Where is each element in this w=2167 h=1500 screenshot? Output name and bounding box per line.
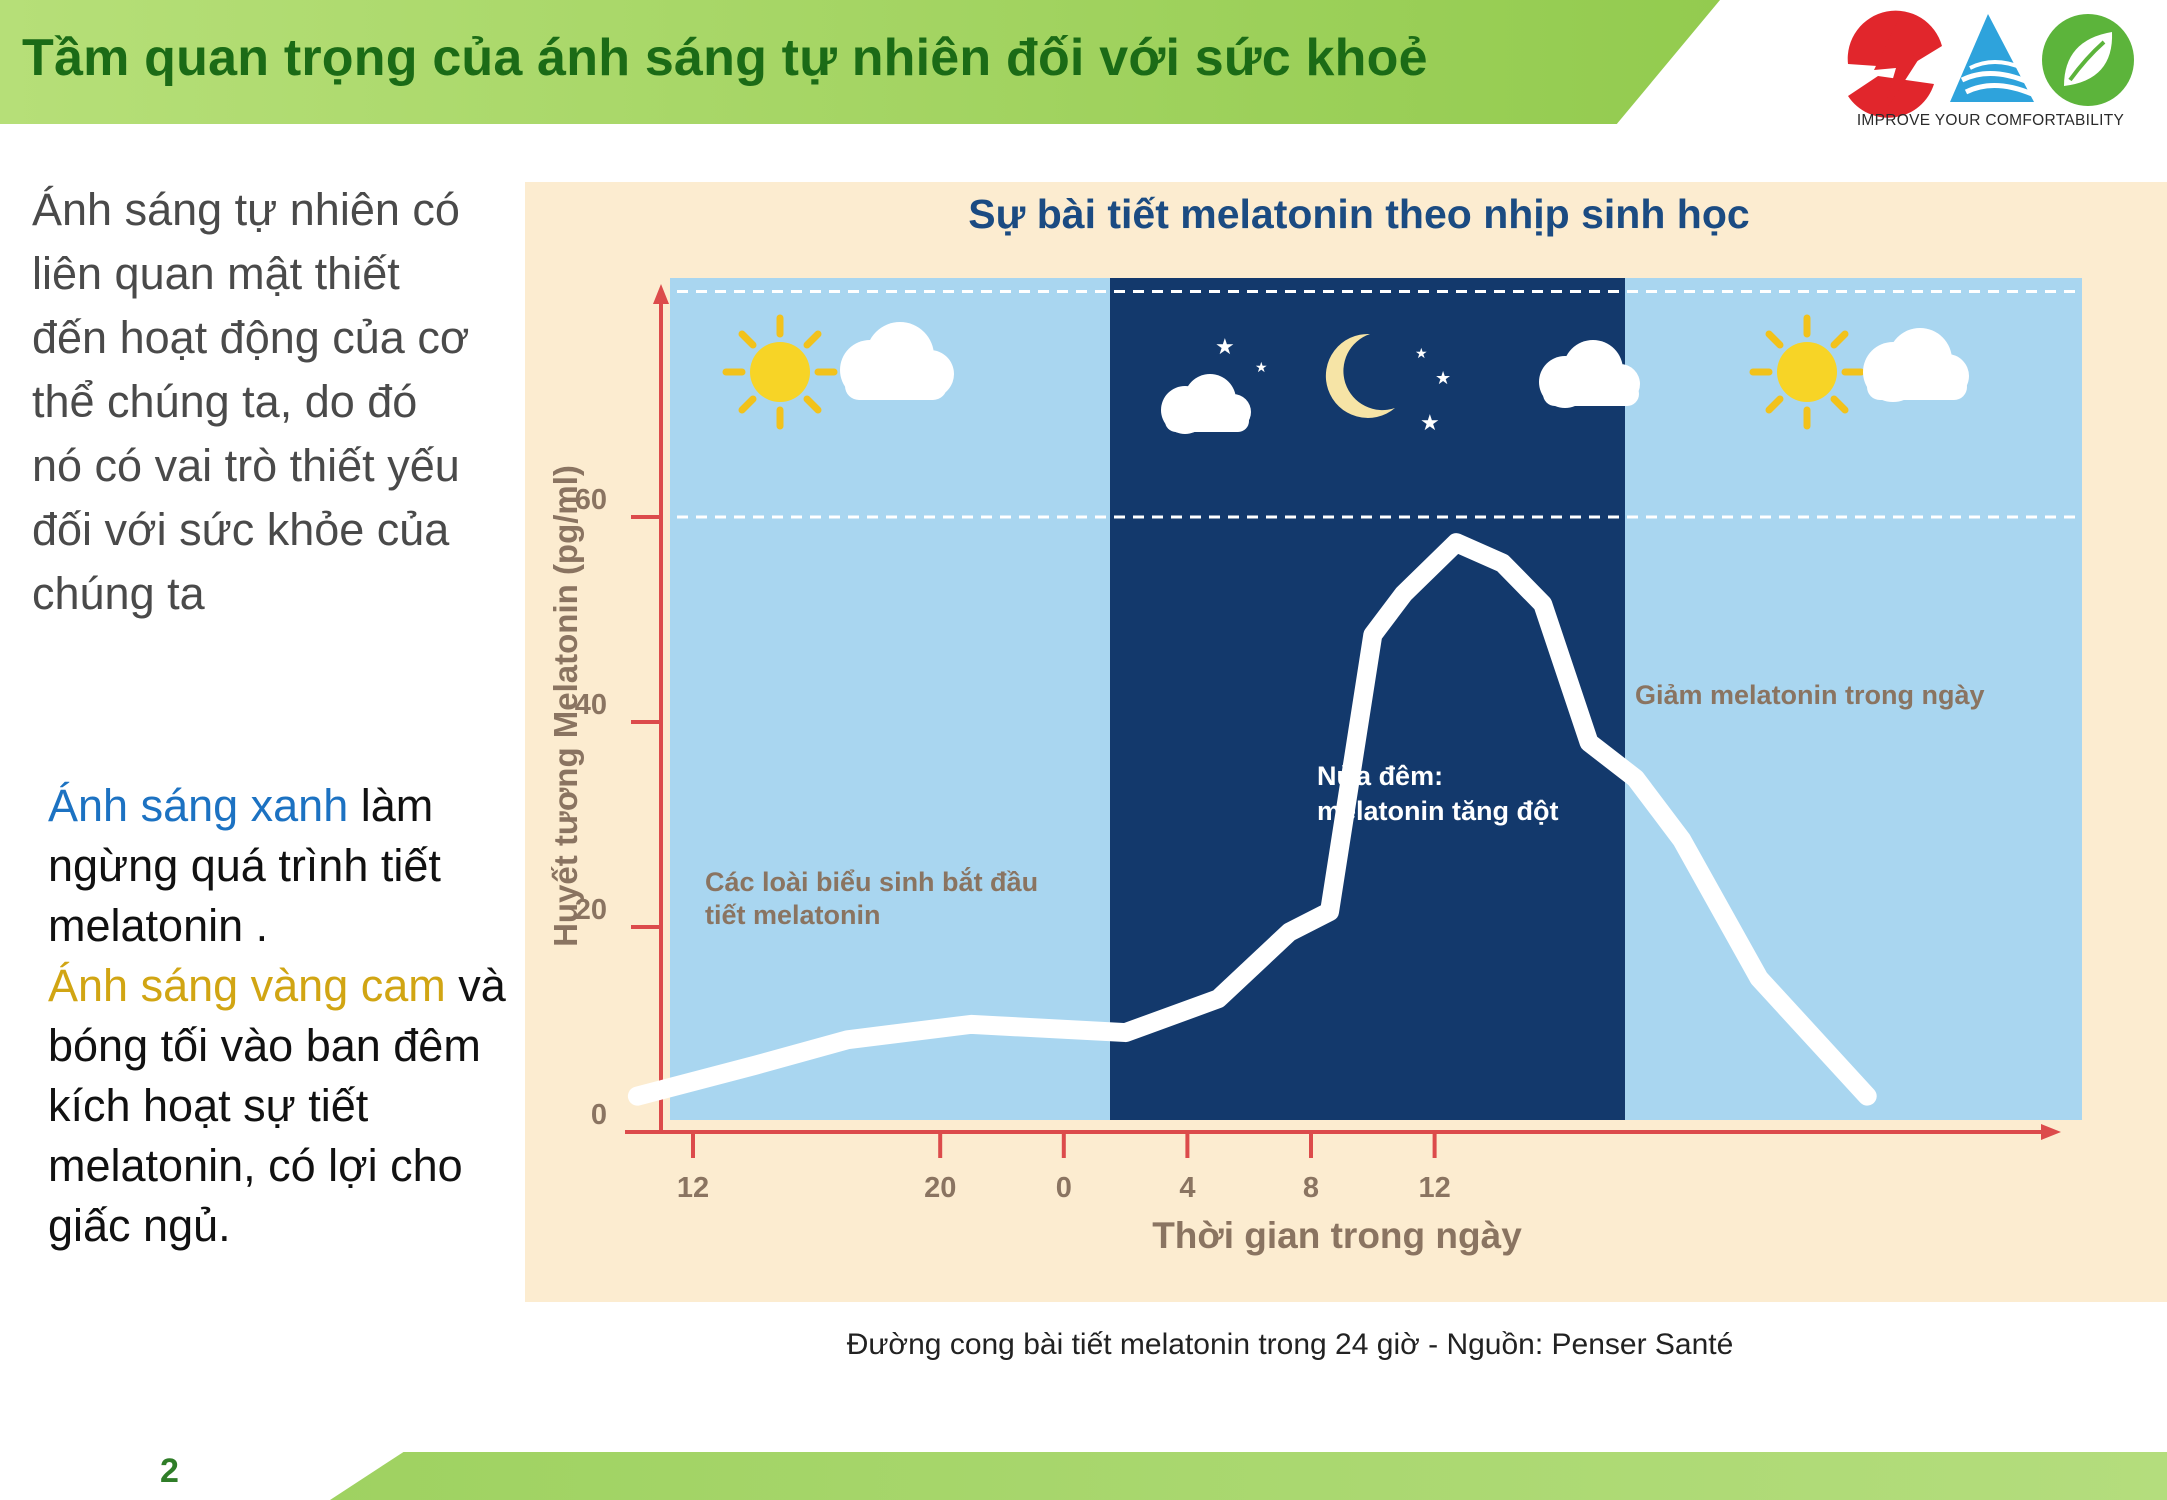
data-point-0 bbox=[635, 1094, 639, 1098]
annotation-start: Các loài biểu sinh bắt đầu tiết melatonin bbox=[705, 867, 1039, 930]
annotation-decline: Giảm melatonin trong ngày bbox=[1635, 680, 1985, 710]
data-point-13 bbox=[1587, 741, 1591, 745]
y-tick-label-2: 40 bbox=[574, 689, 607, 721]
x-tick-label-0: 12 bbox=[676, 1172, 710, 1204]
melatonin-chart bbox=[525, 182, 2167, 1302]
red-bolt-icon bbox=[1848, 11, 1942, 118]
y-tick-label-0: 0 bbox=[590, 1099, 607, 1131]
data-point-9 bbox=[1402, 592, 1406, 596]
data-point-16 bbox=[1757, 976, 1761, 980]
data-point-12 bbox=[1541, 602, 1545, 606]
blue-wave-icon bbox=[1950, 14, 2034, 102]
data-point-17 bbox=[1865, 1094, 1869, 1098]
blue-light-text: làm ngừng quá trình tiết melatonin . bbox=[48, 780, 441, 951]
data-point-7 bbox=[1328, 910, 1332, 914]
data-point-8 bbox=[1371, 633, 1375, 637]
x-tick-label-3: 4 bbox=[1179, 1172, 1196, 1204]
data-point-2 bbox=[846, 1038, 850, 1042]
day-sky-left bbox=[670, 278, 1110, 1120]
footer-bar bbox=[330, 1452, 2167, 1500]
x-tick-label-1: 20 bbox=[924, 1172, 957, 1204]
logo-tagline: IMPROVE YOUR COMFORTABILITY bbox=[1856, 112, 2125, 129]
data-point-5 bbox=[1216, 997, 1220, 1001]
intro-text: Ánh sáng tự nhiên có liên quan mật thiết đến hoạt động của cơ thể chúng ta, do đó nó có vai trò thiết yếu đối với sức khỏe của chúng ta bbox=[32, 184, 470, 619]
svg-text:★: ★ bbox=[1435, 368, 1452, 388]
chart-caption: Đường cong bài tiết melatonin trong 24 giờ - Nguồn: Penser Santé bbox=[846, 1328, 1734, 1361]
blue-light-label: Ánh sáng xanh bbox=[48, 780, 349, 831]
orange-light-label: Ánh sáng vàng cam bbox=[48, 960, 446, 1011]
data-point-6 bbox=[1287, 930, 1291, 934]
svg-text:★: ★ bbox=[1215, 334, 1235, 359]
y-tick-label-1: 20 bbox=[574, 894, 607, 926]
y-axis-label: Huyết tương Melatonin (pg/ml) bbox=[547, 465, 584, 947]
chart-title: Sự bài tiết melatonin theo nhịp sinh học bbox=[968, 191, 1750, 237]
y-tick-label-3: 60 bbox=[574, 484, 607, 516]
x-tick-label-2: 0 bbox=[1055, 1172, 1072, 1204]
data-point-15 bbox=[1680, 838, 1684, 842]
x-tick-label-5: 12 bbox=[1418, 1172, 1451, 1204]
right-sun-icon bbox=[1753, 318, 1861, 426]
data-point-4 bbox=[1124, 1031, 1128, 1035]
svg-text:★: ★ bbox=[1255, 359, 1268, 375]
light-explanation bbox=[48, 776, 508, 1256]
data-point-3 bbox=[969, 1022, 973, 1026]
data-point-11 bbox=[1501, 561, 1505, 565]
data-point-10 bbox=[1454, 541, 1458, 545]
data-point-14 bbox=[1633, 776, 1637, 780]
svg-text:★: ★ bbox=[1415, 345, 1428, 361]
page-title: Tầm quan trọng của ánh sáng tự nhiên đối với sức khoẻ bbox=[22, 29, 1428, 87]
svg-text:★: ★ bbox=[1420, 410, 1440, 435]
orange-light-text: và bóng tối vào ban đêm kích hoạt sự tiết melatonin, có lợi cho giấc ngủ. bbox=[48, 960, 506, 1251]
page-number: 2 bbox=[160, 1452, 179, 1490]
left-sun-icon bbox=[726, 318, 834, 426]
x-tick-label-4: 8 bbox=[1302, 1172, 1320, 1204]
green-leaf-icon bbox=[2042, 14, 2134, 106]
annotation-midnight: Nửa đêm: melatonin tăng đột bbox=[1317, 761, 1559, 826]
x-axis-label: Thời gian trong ngày bbox=[1152, 1215, 1522, 1256]
data-point-1 bbox=[753, 1063, 757, 1067]
